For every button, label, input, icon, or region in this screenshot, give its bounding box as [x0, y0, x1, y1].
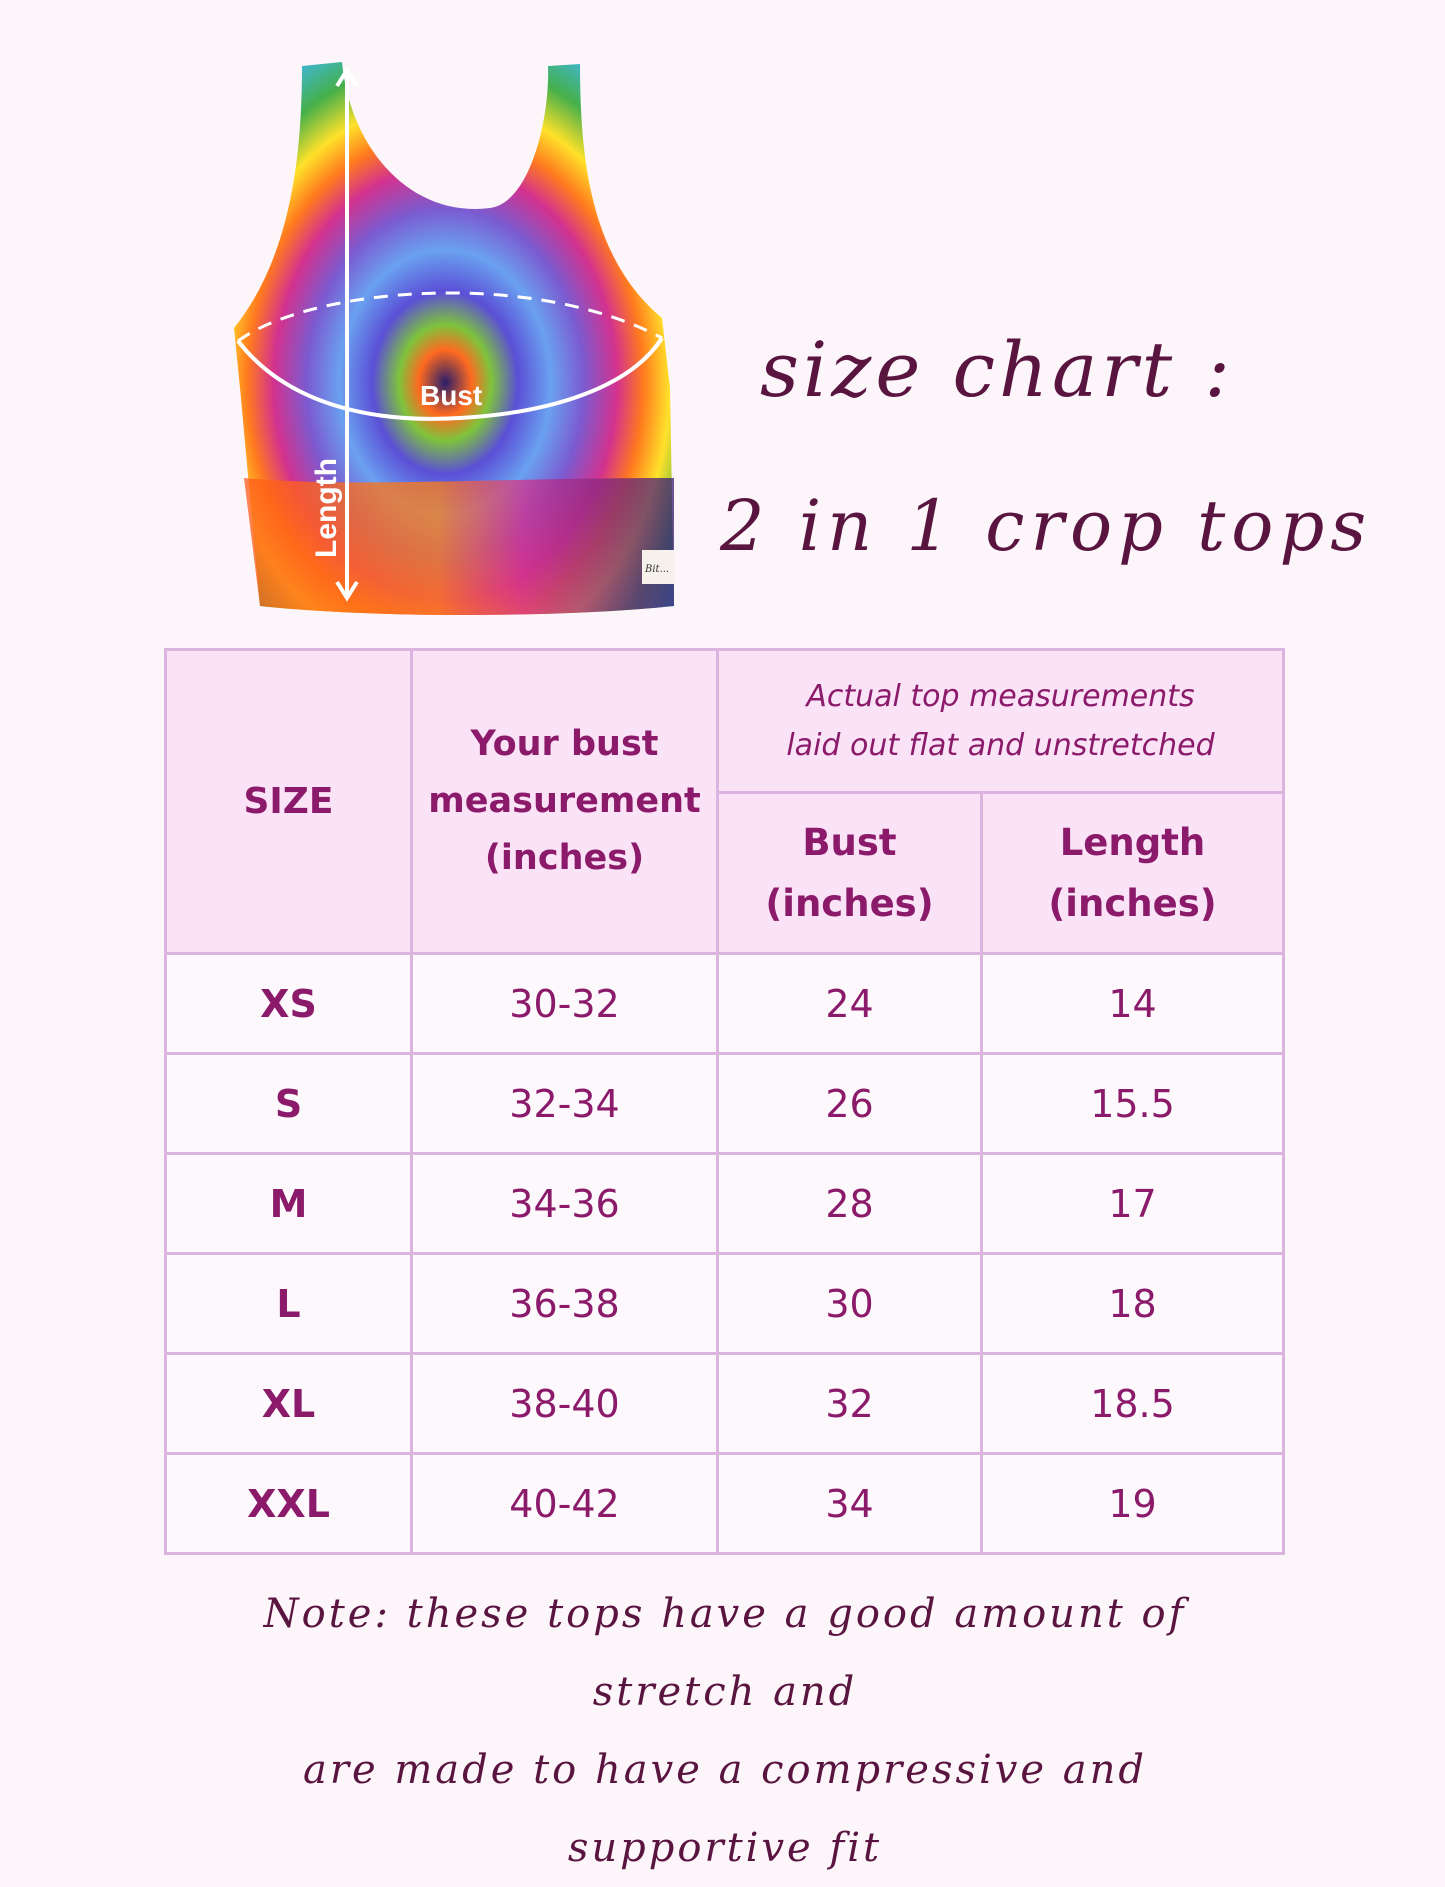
length-cell: 14 — [982, 954, 1284, 1054]
table-row — [166, 1054, 1284, 1154]
bust-cell: 28 — [718, 1154, 982, 1254]
length-cell: 15.5 — [982, 1054, 1284, 1154]
footnote — [180, 1575, 1270, 1887]
size-chart-table — [164, 648, 1285, 1555]
your-bust-cell: 32-34 — [412, 1054, 718, 1154]
your-bust-cell: 40-42 — [412, 1454, 718, 1554]
header-bust: Bust (inches) — [718, 793, 982, 954]
size-cell: S — [166, 1054, 412, 1154]
header-actual-measurements: Actual top measurements laid out flat and unstretched — [718, 650, 1284, 793]
table-row — [166, 1154, 1284, 1254]
footnote-line-1: Note: these tops have a good amount of stretch and — [263, 1591, 1187, 1715]
size-cell: M — [166, 1154, 412, 1254]
size-cell: L — [166, 1254, 412, 1354]
your-bust-cell: 36-38 — [412, 1254, 718, 1354]
your-bust-cell: 38-40 — [412, 1354, 718, 1454]
your-bust-cell: 34-36 — [412, 1154, 718, 1254]
crop-top-illustration — [230, 58, 690, 618]
brand-tag-label: Bit... — [645, 564, 670, 575]
table-row — [166, 954, 1284, 1054]
table-row — [166, 1454, 1284, 1554]
bust-cell: 32 — [718, 1354, 982, 1454]
table-row — [166, 1354, 1284, 1454]
bust-cell: 26 — [718, 1054, 982, 1154]
bust-label: Bust — [420, 380, 483, 411]
size-cell: XL — [166, 1354, 412, 1454]
length-cell: 17 — [982, 1154, 1284, 1254]
bust-cell: 30 — [718, 1254, 982, 1354]
title-line-2: 2 in 1 crop tops — [720, 485, 1373, 567]
size-cell: XXL — [166, 1454, 412, 1554]
header-your-bust: Your bust measurement (inches) — [412, 650, 718, 954]
bust-cell: 24 — [718, 954, 982, 1054]
bust-cell: 34 — [718, 1454, 982, 1554]
header-length: Length (inches) — [982, 793, 1284, 954]
length-cell: 18 — [982, 1254, 1284, 1354]
your-bust-cell: 30-32 — [412, 954, 718, 1054]
length-cell: 18.5 — [982, 1354, 1284, 1454]
header-size: SIZE — [166, 650, 412, 954]
table-row — [166, 1254, 1284, 1354]
length-label: Length — [310, 458, 343, 558]
footnote-line-2: are made to have a compressive and supportive fit — [302, 1747, 1147, 1871]
length-cell: 19 — [982, 1454, 1284, 1554]
title-line-1: size chart : — [760, 325, 1234, 414]
size-cell: XS — [166, 954, 412, 1054]
